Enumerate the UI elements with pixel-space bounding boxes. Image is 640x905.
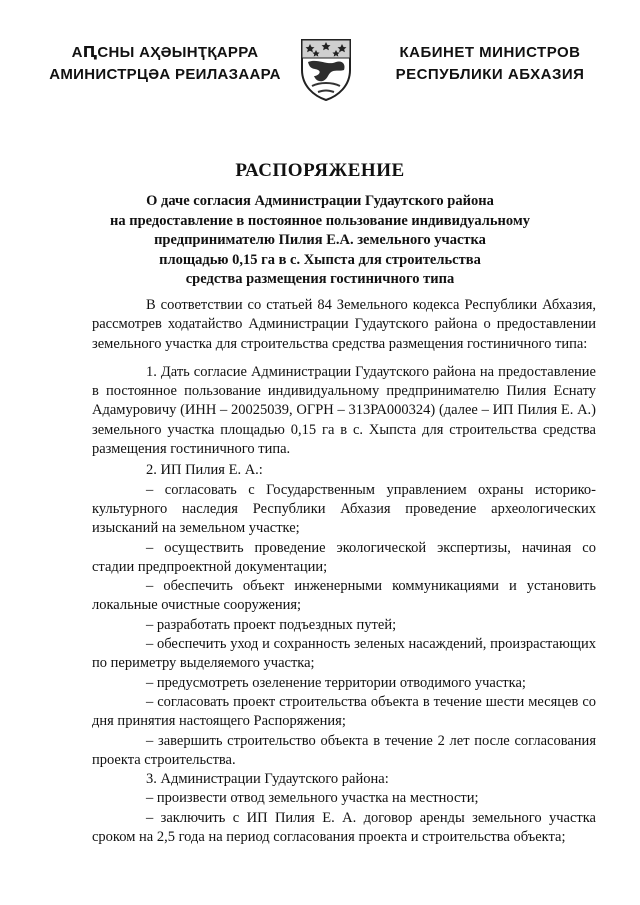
letterhead-russian-line1: КАБИНЕТ МИНИСТРОВ xyxy=(399,44,581,61)
subject-line: предпринимателю Пилия Е.А. земельного участка xyxy=(154,232,486,248)
point-3-item: – заключить с ИП Пилия Е. А. договор аренды земельного участка сроком на 2,5 года на период согласования проекта и строительства объекта; xyxy=(92,809,596,846)
point-2-item: – обеспечить объект инженерными коммуникациями и установить локальные очистные сооружения; xyxy=(92,578,596,614)
point-2-item: – предусмотреть озеленение территории отводимого участка; xyxy=(146,674,526,691)
point-2-item: – разработать проект подъездных путей; xyxy=(146,616,397,633)
subject-line: площадью 0,15 га в с. Хыпста для строительства xyxy=(159,251,481,268)
document-subject xyxy=(60,192,580,290)
point-2-heading: 2. ИП Пилия Е. А.: xyxy=(146,462,263,479)
point-2-item: – осуществить проведение экологической экспертизы, начиная со стадии предпроектной документации; xyxy=(92,539,596,575)
preamble-paragraph: В соответствии со статьей 84 Земельного кодекса Республики Абхазия, рассмотрев ходатайство Администрации Гудаутского района о предоставлении земельного участка для строительства средства размещения гостиничного типа: xyxy=(92,297,596,352)
letterhead-abkhaz-line2: АМИНИСТРЦӘА РЕИЛАЗААРА xyxy=(49,66,281,83)
letterhead-russian-line2: РЕСПУБЛИКИ АБХАЗИЯ xyxy=(395,66,585,83)
document-title: РАСПОРЯЖЕНИЕ xyxy=(235,160,405,181)
state-emblem-icon xyxy=(298,36,354,102)
point-2-item: – обеспечить уход и сохранность зеленых насаждений, произрастающих по периметру выделяемого участка; xyxy=(92,636,596,672)
point-1-paragraph: 1. Дать согласие Администрации Гудаутского района на предоставление в постоянное пользование индивидуальному предпринимателю Пилия Еснату Адамуровичу (ИНН – 20025039, ОГРН – 313РА000324) (далее – ИП Пилия Е. А.) земельного участка площадью 0,15 га в с. Хыпста для строительства средства размещения гостиничного типа. xyxy=(92,363,596,458)
letterhead-abkhaz xyxy=(40,42,290,86)
letterhead xyxy=(0,36,640,116)
point-3-item: – произвести отвод земельного участка на местности; xyxy=(146,790,479,807)
point-3-heading: 3. Администрации Гудаутского района: xyxy=(146,771,389,788)
subject-line: средства размещения гостиничного типа xyxy=(185,271,455,287)
point-2-item: – согласовать с Государственным управлением охраны историко-культурного наследия Республики Абхазия проведение археологических изысканий на земельном участке; xyxy=(92,481,596,537)
subject-line: на предоставление в постоянное пользование индивидуальному xyxy=(109,212,531,229)
subject-line: О даче согласия Администрации Гудаутского района xyxy=(146,193,494,209)
document-body xyxy=(92,296,596,847)
point-2-item: – завершить строительство объекта в течение 2 лет после согласования проекта строительства. xyxy=(92,732,596,768)
point-2-item: – согласовать проект строительства объекта в течение шести месяцев со дня принятия настоящего Распоряжения; xyxy=(92,693,596,730)
letterhead-abkhaz-line1: АԤСНЫ АҲӘЫНҬҚАРРА xyxy=(71,44,259,61)
letterhead-russian xyxy=(370,42,610,86)
